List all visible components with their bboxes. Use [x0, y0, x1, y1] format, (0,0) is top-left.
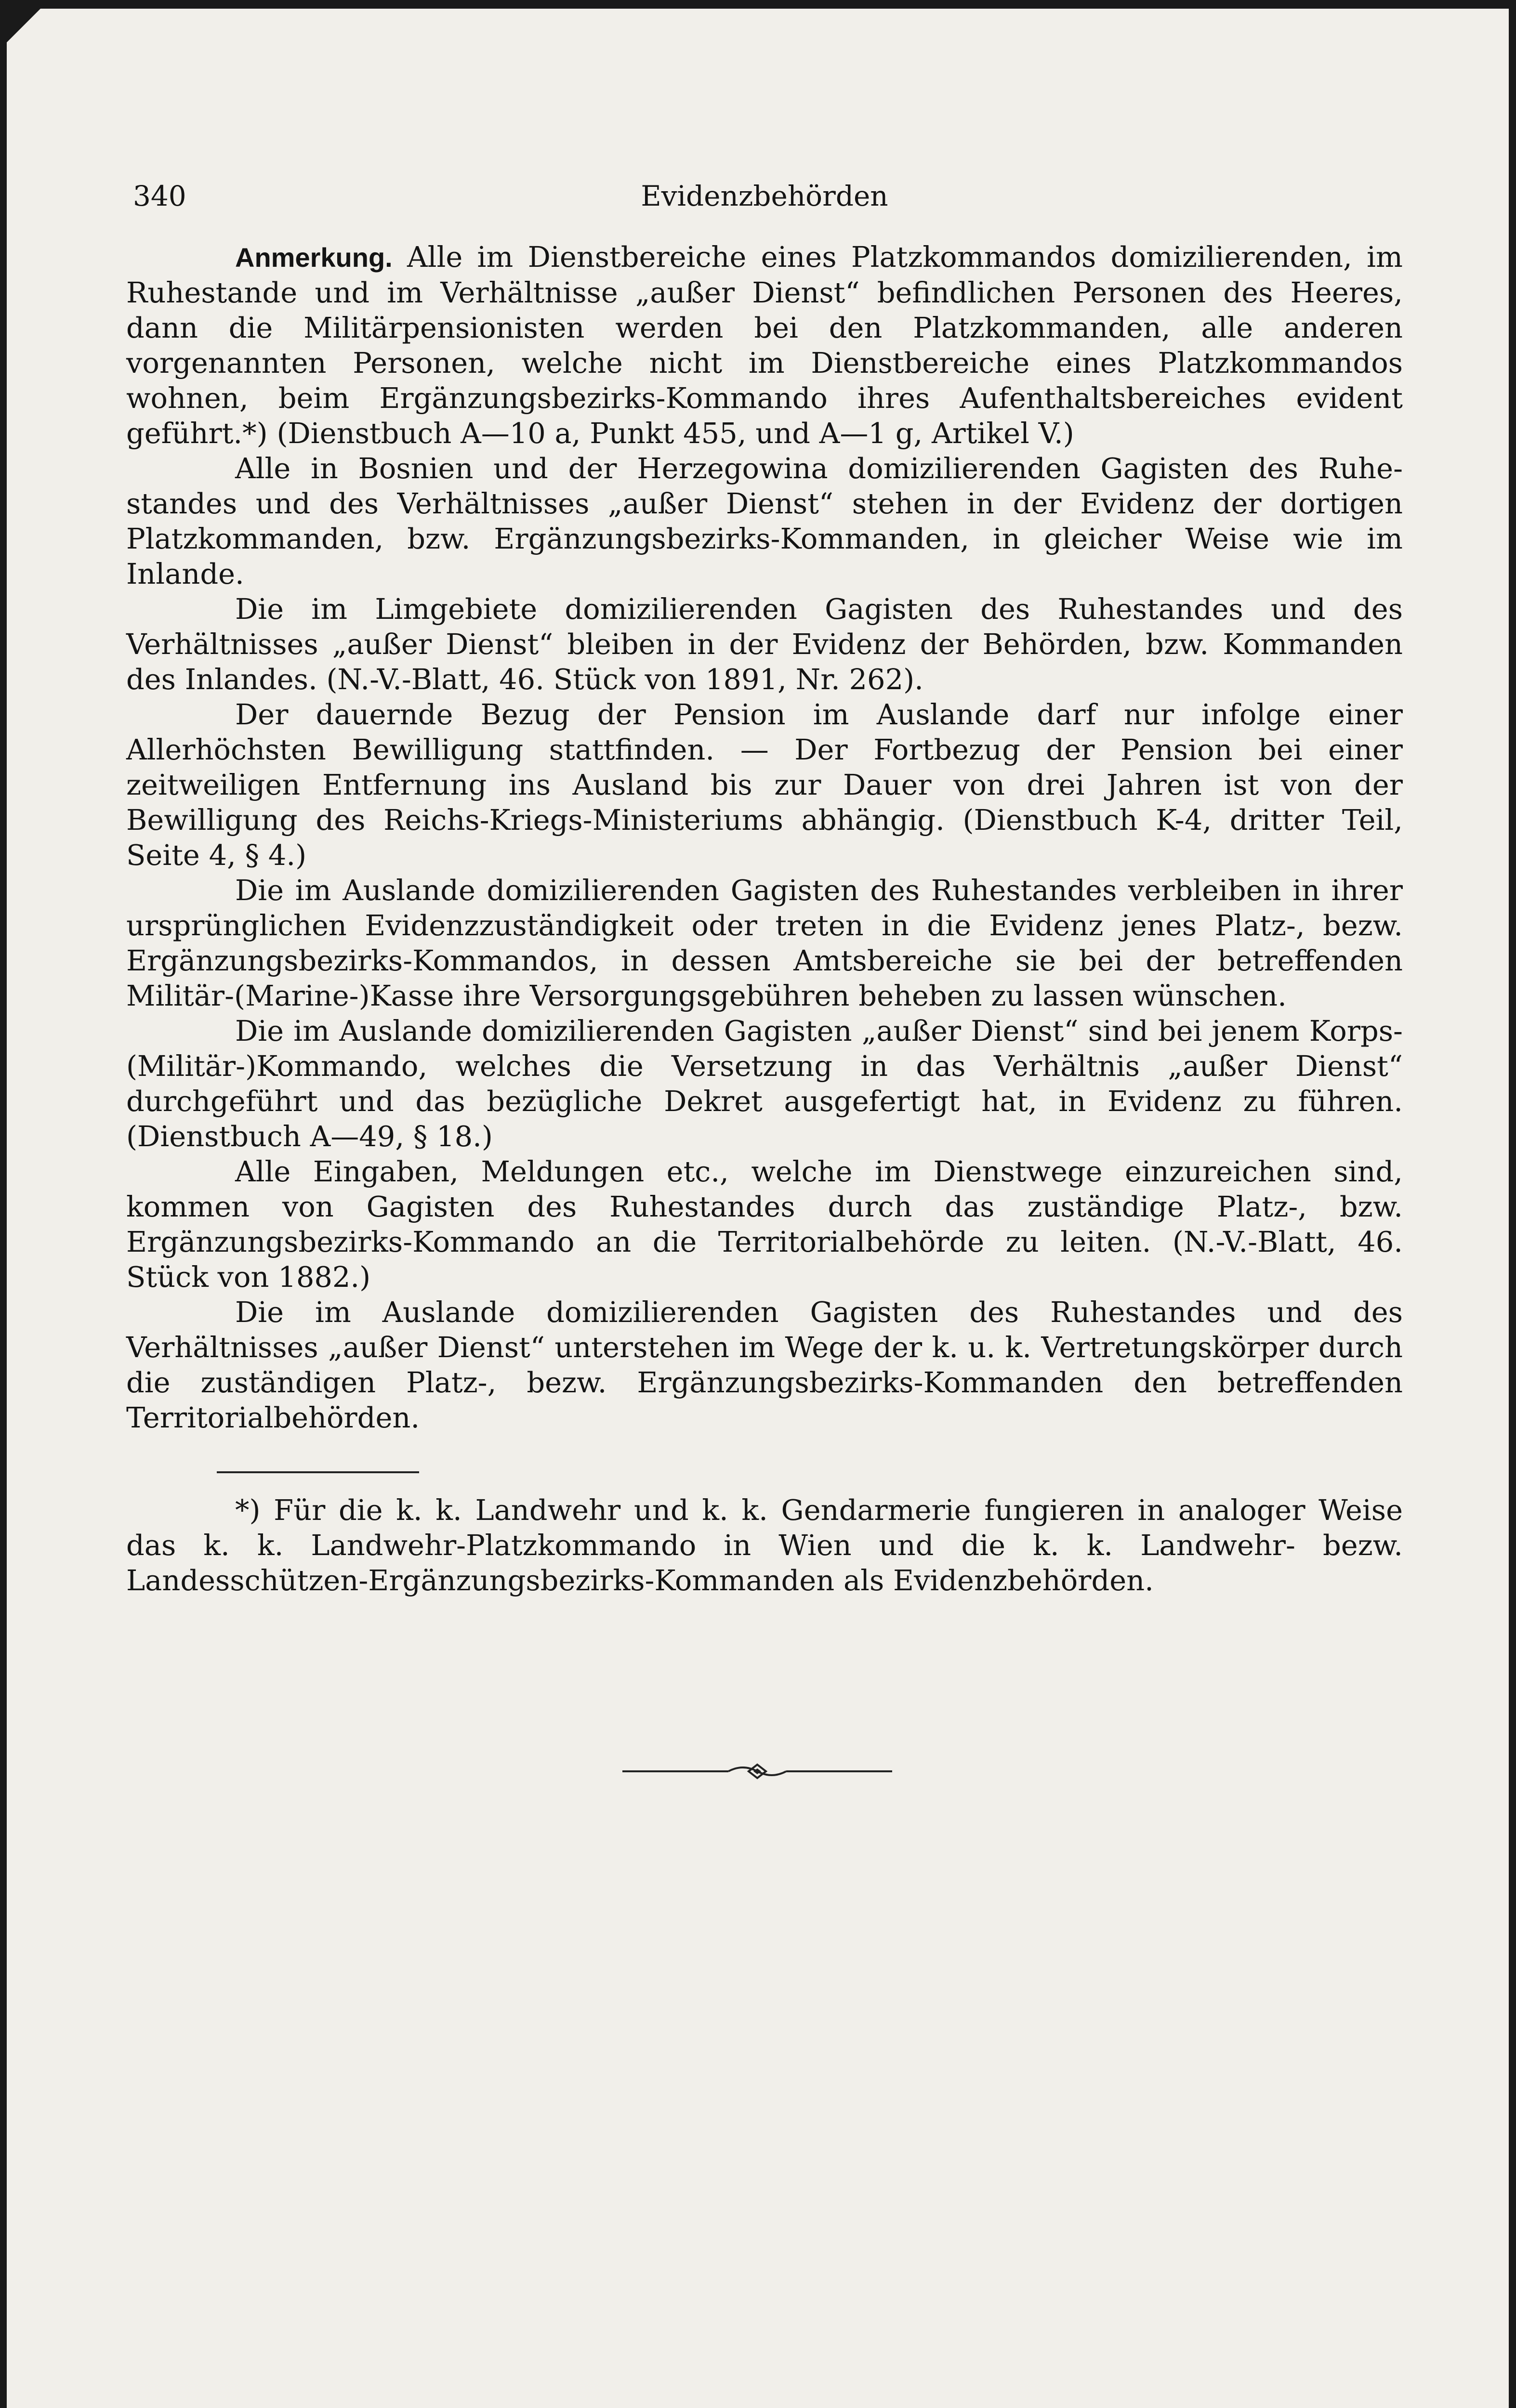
paragraph: [126, 239, 1403, 451]
paragraph-text: Alle im Dienstbereiche eines Platzkommandos domizilierenden, im Ruhestande und im Verhältnisse „außer Dienst“ befindlichen Personen des Heeres, dann die Militärpensionisten werden bei den Platzkommanden, alle anderen vorgenannten Personen, welche nicht im Dienstbereiche eines Platzkommandos wohnen, beim Ergänzungsbezirks-Kommando ihres Aufenthaltsbereiches evident geführt.*) (Dienstbuch A—10 a, Punkt 455, und A—1 g, Artikel V.): [126, 240, 1403, 450]
page-content: [126, 180, 1403, 1786]
paragraph: Alle in Bosnien und der Herzegowina domizilierenden Gagisten des Ruhestandes und des Verhältnisses „außer Dienst“ stehen in der Evidenz der dortigen Platzkommanden, bzw. Ergänzungsbezirks-Kommanden, in gleicher Weise wie im Inlande.: [126, 452, 1403, 590]
paragraph: Alle Eingaben, Meldungen etc., welche im Dienstwege einzureichen sind, kommen von Gagisten des Ruhestandes durch das zuständige Platz-, bzw. Ergänzungsbezirks-Kommando an die Territorialbehörde zu leiten. (N.-V.-Blatt, 46. Stück von 1882.): [126, 1155, 1403, 1294]
footnote-divider: [217, 1471, 419, 1473]
page-corner: [7, 9, 40, 42]
paragraph: Die im Auslande domizilierenden Gagisten „außer Dienst“ sind bei jenem Korps-(Militär-)Kommando, welches die Versetzung in das Verhältnis „außer Dienst“ durchgeführt und das bezügliche Dekret ausgefertigt hat, in Evidenz zu führen. (Dienstbuch A—49, § 18.): [126, 1014, 1403, 1153]
paragraph: Die im Auslande domizilierenden Gagisten des Ruhestandes verbleiben in ihrer ursprünglichen Evidenzzuständigkeit oder treten in die Evidenz jenes Platz-, bezw. Ergänzungsbezirks-Kommandos, in dessen Amtsbereiche sie bei der betreffenden Militär-(Marine-)Kasse ihre Versorgungsgebühren beheben zu lassen wünschen.: [126, 874, 1403, 1012]
scanned-page: [7, 9, 1509, 2408]
paragraph: Die im Auslande domizilierenden Gagisten des Ruhestandes und des Verhältnisses „außer Dienst“ unterstehen im Wege der k. u. k. Vertretungskörper durch die zuständigen Platz-, bezw. Ergänzungsbezirks-Kommanden den betreffenden Territorialbehörden.: [126, 1296, 1403, 1434]
page-number: 340: [133, 180, 186, 212]
running-header: [126, 180, 1403, 223]
end-ornament-icon: [622, 1757, 892, 1786]
running-title: Evidenzbehörden: [641, 180, 888, 212]
paragraph: Die im Limgebiete domizilierenden Gagisten des Ruhestandes und des Verhältnisses „außer Dienst“ bleiben in der Evidenz der Behörden, bzw. Kommanden des Inlandes. (N.-V.-Blatt, 46. Stück von 1891, Nr. 262).: [126, 592, 1403, 696]
footnote: *) Für die k. k. Landwehr und k. k. Gendarmerie fungieren in analoger Weise das k. k. Landwehr-Platzkommando in Wien und die k. k. Landwehr- bezw. Landesschützen-Ergänzungsbezirks-Kommanden als Evidenzbehörden.: [126, 1493, 1403, 1597]
remark-label: Anmerkung.: [235, 242, 393, 273]
remark-section: [126, 239, 1403, 1435]
paragraph: Der dauernde Bezug der Pension im Auslande darf nur infolge einer Allerhöchsten Bewilligung stattfinden. — Der Fortbezug der Pension bei einer zeitweiligen Entfernung ins Ausland bis zur Dauer von drei Jahren ist von der Bewilligung des Reichs-Kriegs-Ministeriums abhängig. (Dienstbuch K-4, dritter Teil, Seite 4, § 4.): [126, 698, 1403, 872]
